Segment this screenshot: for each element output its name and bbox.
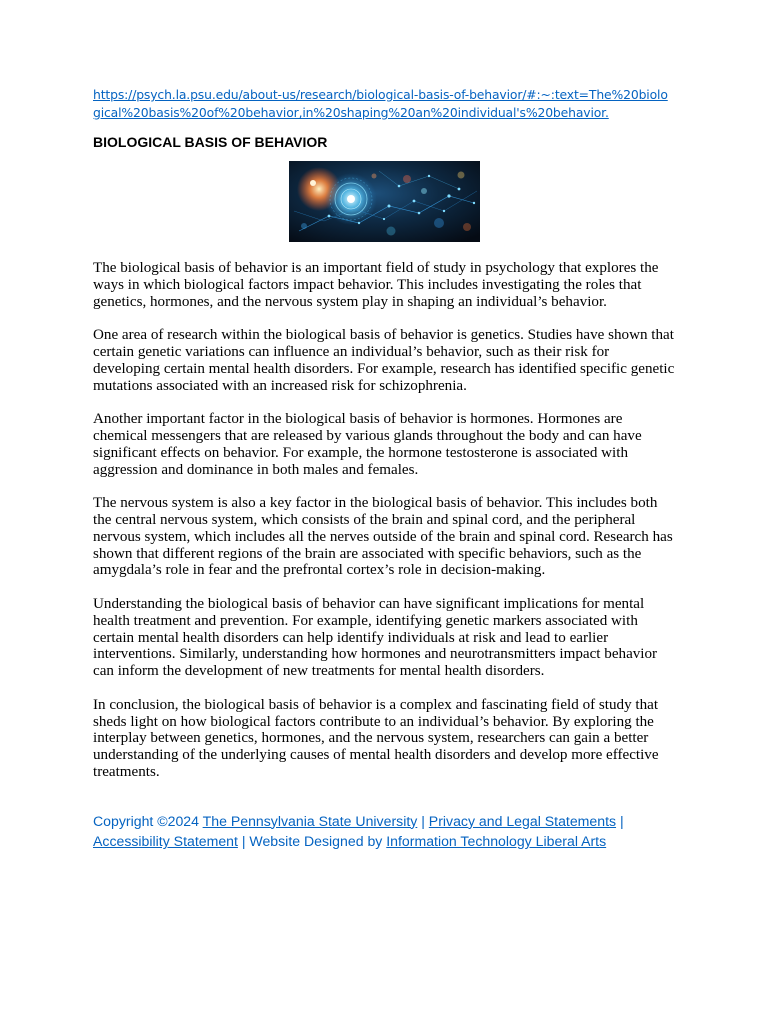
footer (93, 811, 675, 852)
it-liberal-arts-link[interactable]: Information Technology Liberal Arts (386, 833, 607, 850)
privacy-link[interactable]: Privacy and Legal Statements (428, 812, 617, 829)
designed-by-text: | Website Designed by (237, 833, 387, 850)
footer-separator: | (417, 812, 429, 829)
paragraph: Understanding the biological basis of behavior can have significant implications for mental health treatment and prevention. For example, identifying genetic markers associated with certain mental health disorders can help identify individuals at risk and lead to earlier interventions. Similarly, understanding how hormones and neurotransmitters impact behavior can inform the development of new treatments for mental health disorders. (93, 595, 658, 680)
image-container (93, 161, 675, 242)
paragraph: One area of research within the biological basis of behavior is genetics. Studies have shown that certain genetic variations can influence an individual’s behavior, such as their risk for developing certain mental health disorders. For example, research has identified specific genetic mutations associated with an increased risk for schizophrenia. (93, 327, 675, 394)
footer-separator: | (616, 812, 624, 829)
paragraph: The nervous system is also a key factor in the biological basis of behavior. This includes both the central nervous system, which consists of the brain and spinal cord, and the peripheral nervous system, which includes all the nerves outside of the brain and spinal cord. Research has shown that different regions of the brain are associated with specific behaviors, such as the amygdala’s role in fear and the prefrontal cortex’s role in decision-making. (93, 495, 673, 579)
page-title: BIOLOGICAL BASIS OF BEHAVIOR (93, 134, 328, 150)
source-url-link[interactable]: https://psych.la.psu.edu/about-us/research/biological-basis-of-behavior/#:~:text=The%20biological%20basis%20of%20behavior,in%20shaping%20an%20individual's%20behavior. (93, 87, 668, 120)
document-page (93, 86, 675, 852)
article-body (93, 260, 675, 781)
paragraph: The biological basis of behavior is an important field of study in psychology that explores the ways in which biological factors impact behavior. This includes investigating the roles that genetics, hormones, and the nervous system play in shaping an individual’s behavior. (93, 260, 659, 310)
neural-network-image (289, 161, 480, 242)
university-link[interactable]: The Pennsylvania State University (202, 812, 418, 829)
paragraph: Another important factor in the biological basis of behavior is hormones. Hormones are chemical messengers that are released by various glands throughout the body and can have significant effects on behavior. For example, the hormone testosterone is associated with aggression and dominance in both males and females. (93, 411, 642, 478)
paragraph: In conclusion, the biological basis of behavior is a complex and fascinating field of study that sheds light on how biological factors contribute to an individual’s behavior. By exploring the interplay between genetics, hormones, and the nervous system, researchers can gain a better understanding of the underlying causes of mental health disorders and develop more effective treatments. (93, 696, 659, 780)
accessibility-link[interactable]: Accessibility Statement (93, 833, 238, 850)
copyright-text: Copyright ©2024 (93, 812, 203, 829)
